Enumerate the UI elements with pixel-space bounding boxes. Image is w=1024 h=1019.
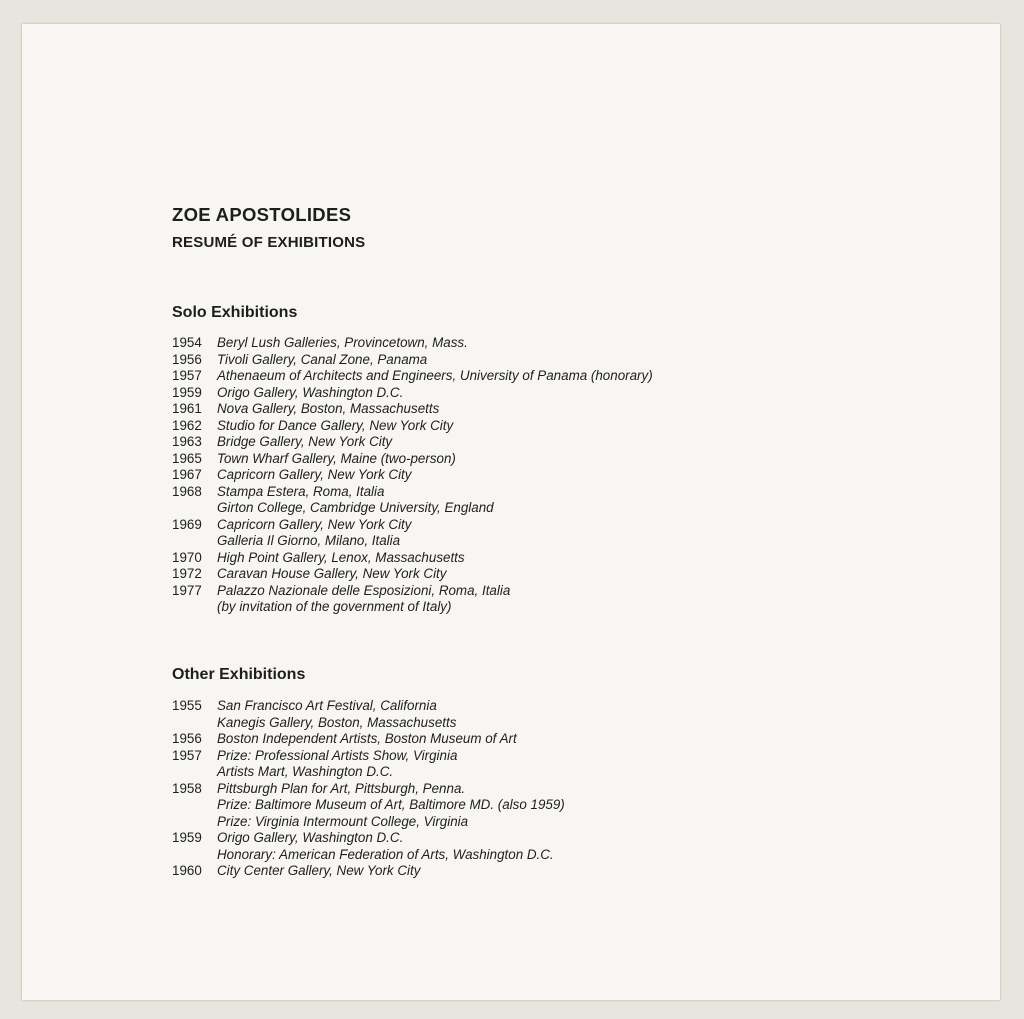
resume-subtitle: RESUMÉ OF EXHIBITIONS: [172, 234, 366, 251]
exhibition-venue: Palazzo Nazionale delle Esposizioni, Roma, Italia: [217, 582, 511, 598]
exhibition-year: 1968: [172, 483, 202, 499]
exhibition-year: 1954: [172, 335, 202, 350]
exhibition-venue: Artists Mart, Washington D.C.: [217, 764, 394, 779]
exhibition-venue: Caravan House Gallery, New York City: [217, 566, 447, 581]
exhibition-row: [172, 566, 653, 583]
exhibition-row: [172, 401, 653, 418]
exhibition-row: [172, 352, 653, 369]
exhibition-year: [172, 599, 217, 616]
exhibition-venue: Capricorn Gallery, New York City: [217, 516, 412, 532]
exhibition-year: 1956: [172, 731, 202, 746]
exhibition-year: 1958: [172, 780, 202, 796]
exhibition-year: [172, 764, 217, 781]
exhibition-row: [172, 517, 653, 534]
exhibition-venue: Kanegis Gallery, Boston, Massachusetts: [217, 714, 457, 730]
exhibition-year: 1959: [172, 384, 202, 400]
exhibition-row: [172, 550, 653, 567]
exhibition-row: [172, 781, 565, 798]
exhibition-venue: Origo Gallery, Washington D.C.: [217, 384, 404, 400]
exhibition-row: [172, 748, 565, 765]
exhibition-year: 1957: [172, 368, 202, 383]
exhibition-year: 1970: [172, 549, 202, 565]
exhibition-year: [172, 500, 217, 517]
solo-exhibitions-list: [172, 335, 653, 616]
exhibition-year: 1972: [172, 566, 202, 581]
exhibition-year: 1955: [172, 698, 202, 713]
exhibition-year: 1965: [172, 450, 202, 466]
artist-name-title: ZOE APOSTOLIDES: [172, 204, 352, 225]
document-page: [22, 24, 1000, 1000]
exhibition-year: [172, 715, 217, 732]
exhibition-year: [172, 797, 217, 814]
exhibition-venue: Tivoli Gallery, Canal Zone, Panama: [217, 351, 428, 367]
exhibition-row: [172, 715, 565, 732]
exhibition-row: [172, 731, 565, 748]
exhibition-venue: Prize: Baltimore Museum of Art, Baltimore MD. (also 1959): [217, 797, 565, 812]
other-exhibitions-heading: Other Exhibitions: [172, 666, 306, 683]
exhibition-row: [172, 863, 565, 880]
exhibition-venue: Prize: Professional Artists Show, Virginia: [217, 747, 458, 763]
exhibition-row: [172, 830, 565, 847]
exhibition-row: [172, 484, 653, 501]
exhibition-venue: Town Wharf Gallery, Maine (two-person): [217, 450, 456, 466]
exhibition-row: [172, 764, 565, 781]
exhibition-venue: Origo Gallery, Washington D.C.: [217, 830, 404, 845]
exhibition-venue: Studio for Dance Gallery, New York City: [217, 417, 454, 433]
exhibition-venue: Galleria Il Giorno, Milano, Italia: [217, 533, 401, 548]
exhibition-venue: Bridge Gallery, New York City: [217, 434, 393, 449]
exhibition-year: [172, 847, 217, 864]
exhibition-venue: Athenaeum of Architects and Engineers, University of Panama (honorary): [217, 368, 653, 383]
exhibition-row: [172, 698, 565, 715]
exhibition-year: 1956: [172, 351, 202, 367]
exhibition-year: 1969: [172, 516, 202, 532]
exhibition-year: [172, 533, 217, 550]
exhibition-row: [172, 814, 565, 831]
exhibition-venue: Pittsburgh Plan for Art, Pittsburgh, Penna.: [217, 780, 466, 796]
other-exhibitions-list: [172, 698, 565, 880]
exhibition-row: [172, 500, 653, 517]
exhibition-year: 1959: [172, 830, 202, 845]
exhibition-year: 1962: [172, 417, 202, 433]
exhibition-venue: Nova Gallery, Boston, Massachusetts: [217, 401, 440, 416]
exhibition-year: 1977: [172, 582, 202, 598]
solo-exhibitions-heading: Solo Exhibitions: [172, 304, 298, 321]
exhibition-venue: Boston Independent Artists, Boston Museum of Art: [217, 731, 517, 746]
exhibition-year: 1960: [172, 863, 202, 878]
exhibition-venue: San Francisco Art Festival, California: [217, 698, 437, 713]
exhibition-row: [172, 418, 653, 435]
exhibition-row: [172, 335, 653, 352]
exhibition-row: [172, 599, 653, 616]
exhibition-row: [172, 797, 565, 814]
exhibition-row: [172, 385, 653, 402]
exhibition-row: [172, 467, 653, 484]
exhibition-year: 1957: [172, 747, 202, 763]
exhibition-venue: Girton College, Cambridge University, England: [217, 500, 494, 515]
exhibition-venue: High Point Gallery, Lenox, Massachusetts: [217, 549, 465, 565]
exhibition-row: [172, 533, 653, 550]
exhibition-year: 1961: [172, 401, 202, 416]
exhibition-venue: (by invitation of the government of Italy): [217, 599, 452, 614]
exhibition-row: [172, 583, 653, 600]
exhibition-row: [172, 847, 565, 864]
exhibition-row: [172, 451, 653, 468]
exhibition-venue: Beryl Lush Galleries, Provincetown, Mass.: [217, 335, 468, 350]
exhibition-row: [172, 434, 653, 451]
exhibition-row: [172, 368, 653, 385]
exhibition-venue: Prize: Virginia Intermount College, Virginia: [217, 813, 469, 829]
exhibition-venue: Capricorn Gallery, New York City: [217, 467, 412, 482]
exhibition-year: 1963: [172, 434, 202, 449]
exhibition-year: 1967: [172, 467, 202, 482]
exhibition-venue: Stampa Estera, Roma, Italia: [217, 483, 385, 499]
exhibition-venue: Honorary: American Federation of Arts, Washington D.C.: [217, 846, 554, 862]
exhibition-year: [172, 814, 217, 831]
exhibition-venue: City Center Gallery, New York City: [217, 863, 421, 878]
